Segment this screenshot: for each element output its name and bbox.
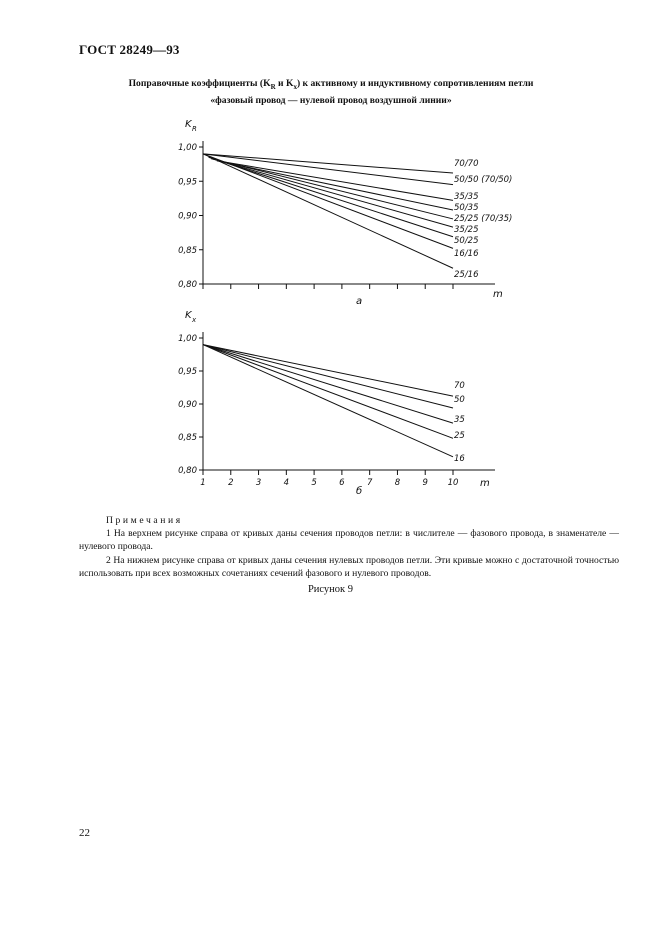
series-line [203,154,453,249]
y-tick-label: 0,90 [178,211,197,222]
y-tick-label: 1,00 [178,334,197,344]
series-label: 25/16 [454,270,479,280]
x-axis-label: m [480,478,490,489]
x-tick-label: 1 [200,478,206,488]
x-tick-label: 4 [283,478,290,488]
series-label: 50 [454,395,465,405]
note-1: 1 На верхнем рисунке справа от кривых даны сечения проводов петли: в числителе — фазового провода, в знаменателе — нулевого провода. [79,528,619,553]
y-axis-label: K [185,119,192,130]
notes-title: Примечания [106,515,183,526]
series-label: 50/25 [454,236,479,246]
x-tick-label: 8 [394,478,401,488]
panel-label: а [356,296,363,307]
y-tick-label: 1,00 [178,143,197,153]
series-line [203,154,453,173]
y-tick-label: 0,85 [178,245,197,256]
series-label: 16/16 [454,249,479,259]
series-label: 25/25 (70/35) [454,214,513,224]
y-tick-label: 0,80 [178,466,197,476]
series-label: 70/70 [454,159,479,169]
x-tick-label: 9 [422,478,428,488]
series-label: 70 [454,381,465,391]
series-label: 50/35 [454,203,479,213]
y-axis-label-sub: R [192,125,197,133]
figure-title-part3: ) к активному и индуктивному сопротивлениям петли [296,78,534,89]
x-tick-label: 7 [366,478,373,488]
series-line [211,159,453,219]
series-line [203,154,453,185]
document-code: ГОСТ 28249—93 [79,42,180,57]
figure-title-part1: Поправочные коэффициенты (K [128,78,271,89]
note-2: 2 На нижнем рисунке справа от кривых даны сечения нулевых проводов петли. Эти кривые можно с достаточной точностью использовать при всех возможных сочетаниях сечений фазового и нулевого проводов. [79,554,619,579]
panel-label: б [356,486,363,497]
y-tick-label: 0,95 [178,367,197,377]
series-label: 35/25 [454,225,479,235]
figure-title-line2: «фазовый провод — нулевой провод воздушной линии» [210,94,452,106]
y-tick-label: 0,80 [178,280,197,290]
series-line [203,345,453,439]
series-line [203,345,453,408]
series-label: 35 [454,415,465,425]
series-line [203,345,453,424]
series-line [203,154,453,268]
series-label: 16 [454,454,465,464]
page-number: 22 [79,827,90,839]
series-line [203,345,453,396]
series-label: 25 [454,431,465,441]
y-tick-label: 0,95 [178,177,197,188]
y-axis-label: K [185,310,192,321]
x-tick-label: 6 [339,478,345,488]
y-tick-label: 0,85 [178,433,197,443]
x-tick-label: 10 [447,478,459,488]
y-tick-label: 0,90 [178,400,197,410]
series-line [203,345,453,457]
x-tick-label: 5 [311,478,317,488]
figure-title-part2: и K [275,78,294,89]
figure-caption: Рисунок 9 [307,584,354,595]
x-axis-label: m [493,289,503,300]
notes-block [79,514,619,580]
figure-title-sub-r: R [270,82,276,91]
x-tick-label: 3 [255,478,262,488]
series-label: 35/35 [454,192,479,202]
series-label: 50/50 (70/50) [454,175,513,185]
x-tick-label: 2 [228,478,234,488]
figure-title-sub-x: x [293,82,297,91]
series-line [217,161,453,210]
series-line [211,159,453,228]
y-axis-label-sub: x [192,316,197,324]
